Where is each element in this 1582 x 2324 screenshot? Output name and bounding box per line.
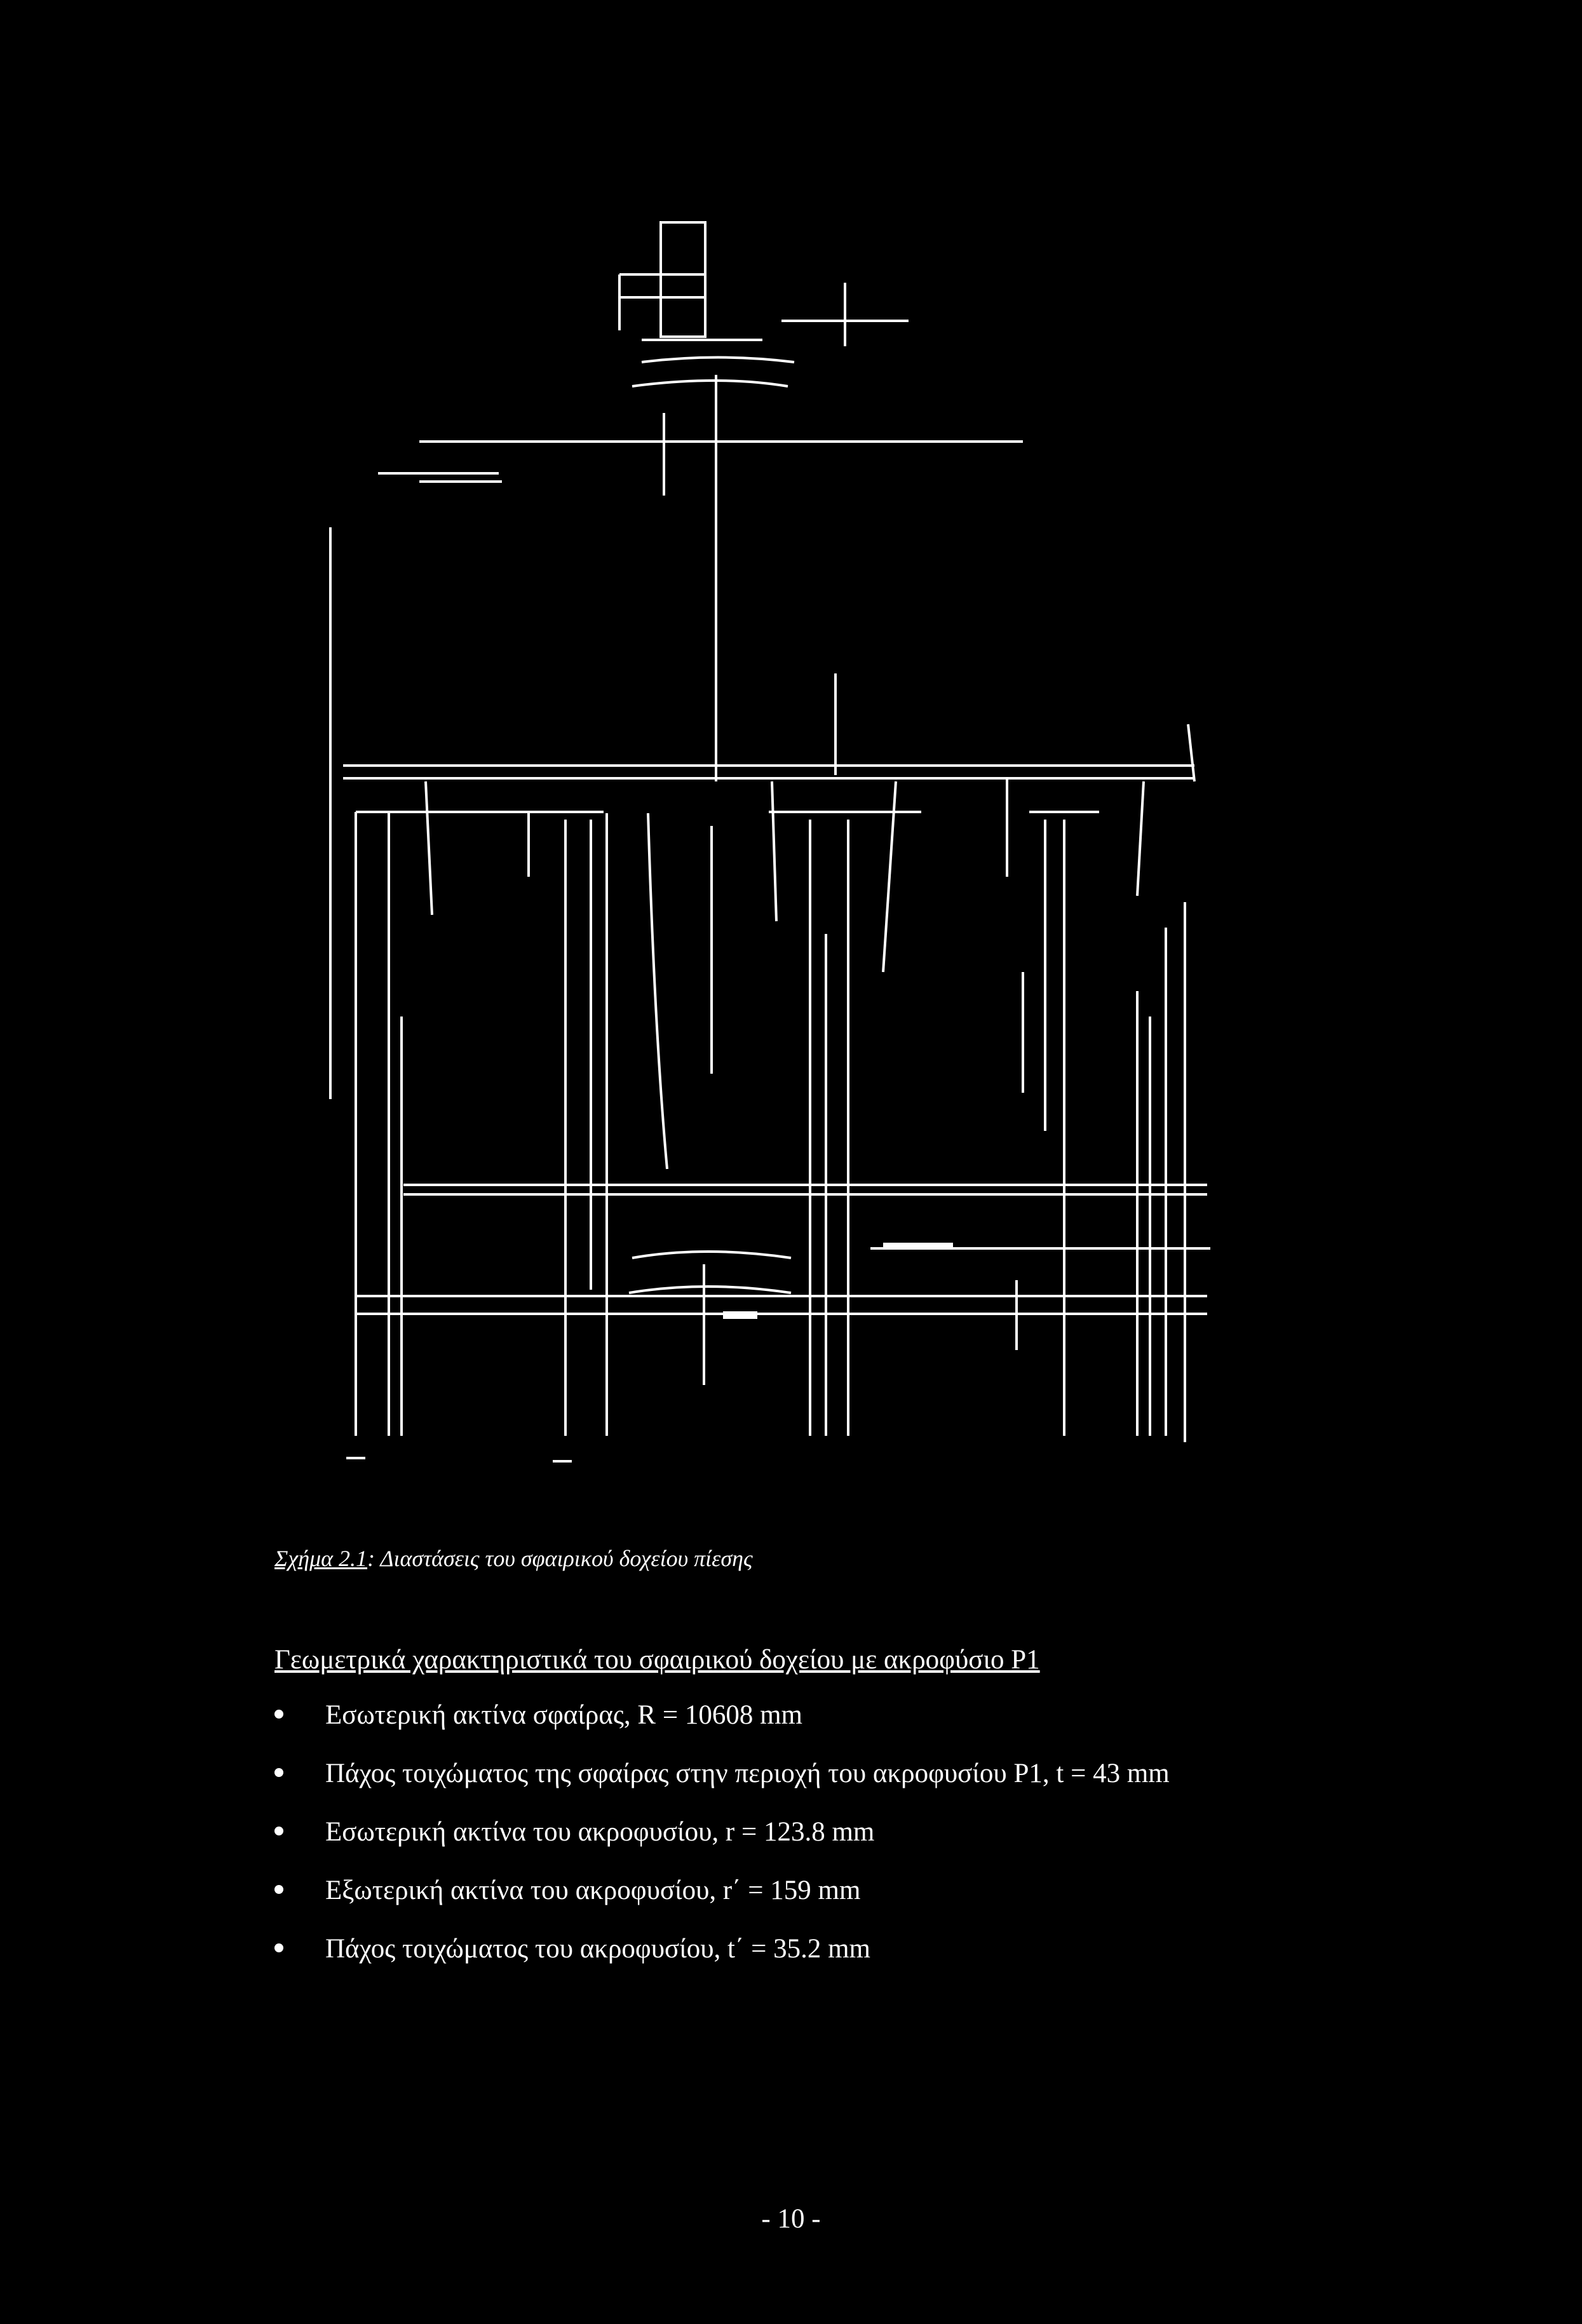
drawing-top-symbol: [619, 222, 909, 346]
spec-text: Πάχος τοιχώματος της σφαίρας στην περιοχή του ακροφυσίου Ρ1, t = 43 mm: [325, 1759, 1170, 1788]
col-5b: [772, 781, 776, 921]
col-4-curve: [648, 813, 667, 1169]
spec-text: Εσωτερική ακτίνα σφαίρας, R = 10608 mm: [325, 1700, 802, 1730]
right-edge-upper: [1188, 724, 1194, 781]
figure-label: Σχήμα 2.1: [274, 1546, 368, 1571]
figure-caption: [274, 1545, 753, 1572]
bullet-icon: [274, 1710, 283, 1719]
lower-marker-block: [724, 1313, 756, 1318]
figure-caption-text: Διαστάσεις του σφαιρικού δοχείου πίεσης: [380, 1546, 753, 1571]
upper-arc-2: [632, 381, 788, 386]
top-symbol-box: [661, 222, 705, 337]
spec-list: [274, 1698, 1170, 1990]
spec-text: Πάχος τοιχώματος του ακροφυσίου, t΄ = 35.2 mm: [325, 1934, 870, 1964]
drawing-columns: [356, 778, 1185, 1442]
col-7a: [883, 781, 896, 972]
bullet-icon: [274, 1768, 283, 1777]
drawing-main-frame: [343, 766, 1210, 1314]
upper-arc-1: [642, 358, 794, 363]
spec-text: Εσωτερική ακτίνα του ακροφυσίου, r = 123.8 mm: [325, 1817, 875, 1847]
figure-caption-separator: :: [367, 1546, 381, 1571]
spec-text: Εξωτερική ακτίνα του ακροφυσίου, r΄ = 159 mm: [325, 1875, 861, 1905]
spec-item: [274, 1931, 1170, 1990]
spec-item: [274, 1873, 1170, 1931]
section-title: Γεωμετρικά χαρακτηριστικά του σφαιρικού δοχείου με ακροφύσιο Ρ1: [274, 1645, 1040, 1675]
drawing-lower-details: [346, 1245, 953, 1461]
spec-item: [274, 1698, 1170, 1756]
lower-arc-1: [632, 1252, 791, 1258]
lower-arc-2: [629, 1287, 791, 1293]
bullet-icon: [274, 1943, 283, 1952]
col-2a: [426, 781, 432, 915]
col-10a: [1137, 781, 1144, 896]
page-number: - 10 -: [761, 2204, 821, 2234]
spec-item: [274, 1814, 1170, 1873]
spec-item: [274, 1756, 1170, 1814]
bullet-icon: [274, 1827, 283, 1835]
bullet-icon: [274, 1885, 283, 1894]
